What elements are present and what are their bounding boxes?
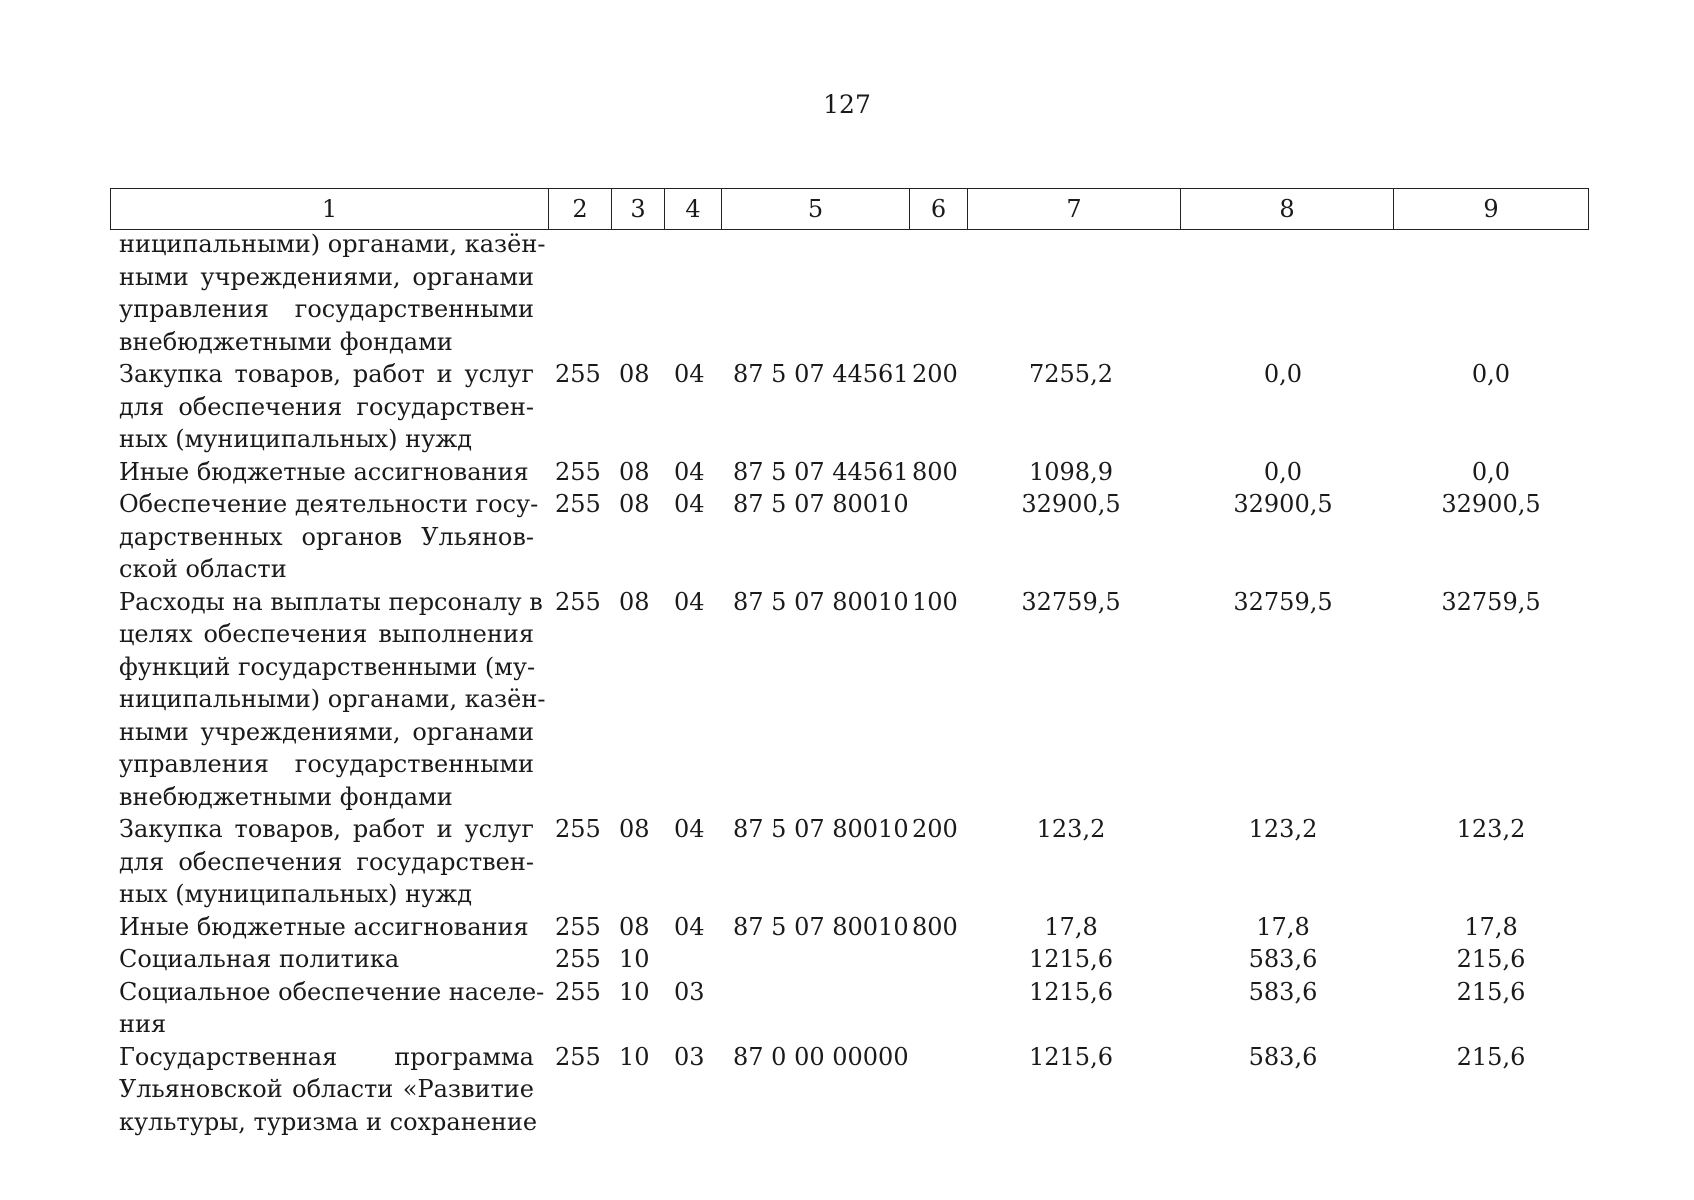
- cell-c2: 255: [555, 815, 601, 843]
- cell-c6: 200: [912, 815, 958, 843]
- cell-c5: 87 5 07 80010: [733, 912, 909, 941]
- cell-c9: 32759,5: [1441, 587, 1541, 616]
- row-name-line: ных (муниципальных) нужд: [119, 880, 473, 908]
- cell-c6: 800: [912, 912, 958, 941]
- cell-c4: 03: [674, 1042, 705, 1071]
- cell-c2: 255: [555, 1042, 601, 1071]
- page-number: 127: [823, 90, 871, 119]
- row-name: [119, 943, 534, 976]
- column-number: 5: [722, 189, 910, 230]
- cell-c5: 87 5 07 80010: [733, 490, 909, 518]
- cell-c9: 32900,5: [1441, 490, 1541, 518]
- cell-c9: 215,6: [1456, 945, 1526, 973]
- cell-c8: 32900,5: [1233, 490, 1333, 518]
- row-name: [119, 911, 534, 944]
- cell-c5: 87 5 07 44561: [733, 457, 909, 486]
- cell-c7: 17,8: [1044, 912, 1098, 941]
- row-name-line: внебюджетными фондами: [119, 327, 453, 356]
- cell-c3: 10: [619, 1042, 650, 1071]
- cell-c4: 04: [674, 490, 705, 518]
- cell-c3: 08: [619, 912, 650, 941]
- cell-c8: 583,6: [1248, 1042, 1318, 1071]
- row-name-line: для обеспечения государствен-: [119, 392, 534, 421]
- column-number: 3: [612, 189, 665, 230]
- cell-c7: 32900,5: [1021, 490, 1121, 518]
- cell-c7: 1098,9: [1029, 457, 1113, 486]
- cell-c8: 0,0: [1263, 457, 1303, 486]
- cell-c6: 200: [912, 360, 958, 388]
- cell-c7: 1215,6: [1029, 945, 1113, 973]
- row-name-line: Социальное обеспечение населе-: [119, 977, 545, 1006]
- cell-c2: 255: [555, 945, 601, 973]
- cell-c8: 583,6: [1248, 945, 1318, 973]
- cell-c5: 87 0 00 00000: [733, 1042, 909, 1071]
- cell-c3: 08: [619, 815, 650, 843]
- row-name-line: дарственных органов Ульянов-: [119, 522, 534, 551]
- cell-c6: 800: [912, 457, 958, 486]
- cell-c9: 123,2: [1456, 815, 1526, 843]
- cell-c2: 255: [555, 912, 601, 941]
- row-name-line: управления государственными: [119, 295, 534, 323]
- column-number-header: [110, 188, 1589, 230]
- cell-c4: 04: [674, 587, 705, 616]
- row-name-line: Закупка товаров, работ и услуг: [119, 360, 534, 388]
- row-name-line: ниципальными) органами, казён-: [119, 230, 546, 258]
- cell-c4: 04: [674, 912, 705, 941]
- row-name-line: ниципальными) органами, казён-: [119, 685, 546, 713]
- cell-c3: 08: [619, 360, 650, 388]
- row-name: [119, 813, 534, 911]
- cell-c8: 583,6: [1248, 977, 1318, 1006]
- row-name: [119, 228, 546, 358]
- cell-c8: 0,0: [1263, 360, 1303, 388]
- cell-c8: 123,2: [1248, 815, 1318, 843]
- column-number: 1: [111, 189, 549, 230]
- cell-c2: 255: [555, 587, 601, 616]
- row-name: [119, 358, 534, 456]
- row-name: [119, 488, 539, 586]
- row-name-line: внебюджетными фондами: [119, 782, 453, 811]
- cell-c9: 215,6: [1456, 977, 1526, 1006]
- row-name-line: ния: [119, 1010, 167, 1038]
- column-number: 4: [665, 189, 722, 230]
- row-name-line: Закупка товаров, работ и услуг: [119, 815, 534, 843]
- row-name-line: ными учреждениями, органами: [119, 262, 534, 291]
- row-name: [119, 456, 534, 489]
- cell-c5: 87 5 07 80010: [733, 815, 909, 843]
- cell-c4: 03: [674, 977, 705, 1006]
- row-name-line: ными учреждениями, органами: [119, 717, 534, 746]
- cell-c8: 17,8: [1256, 912, 1310, 941]
- row-name-line: ской области: [119, 555, 287, 583]
- row-name-line: Расходы на выплаты персоналу в: [119, 587, 543, 616]
- row-name-line: Социальная политика: [119, 945, 400, 973]
- cell-c7: 123,2: [1036, 815, 1106, 843]
- cell-c4: 04: [674, 457, 705, 486]
- row-name-line: для обеспечения государствен-: [119, 847, 534, 876]
- row-name: [119, 586, 546, 814]
- column-number: 2: [549, 189, 612, 230]
- cell-c3: 08: [619, 457, 650, 486]
- row-name-line: управления государственными: [119, 750, 534, 778]
- row-name: [119, 1041, 538, 1139]
- column-number: 6: [910, 189, 968, 230]
- cell-c3: 10: [619, 945, 650, 973]
- cell-c7: 1215,6: [1029, 1042, 1113, 1071]
- column-number: 8: [1181, 189, 1394, 230]
- cell-c9: 0,0: [1471, 457, 1511, 486]
- cell-c9: 17,8: [1464, 912, 1518, 941]
- column-number: 9: [1394, 189, 1589, 230]
- row-name: [119, 976, 545, 1041]
- row-name-line: целях обеспечения выполнения: [119, 620, 534, 648]
- row-name-line: культуры, туризма и сохранение: [119, 1107, 538, 1136]
- row-name-line: Иные бюджетные ассигнования: [119, 457, 529, 486]
- row-name-line: ных (муниципальных) нужд: [119, 425, 473, 453]
- row-name-line: функций государственными (му-: [119, 652, 536, 681]
- cell-c8: 32759,5: [1233, 587, 1333, 616]
- cell-c5: 87 5 07 80010: [733, 587, 909, 616]
- cell-c2: 255: [555, 977, 601, 1006]
- row-name-line: Государственная программа: [119, 1042, 534, 1071]
- cell-c4: 04: [674, 360, 705, 388]
- cell-c9: 215,6: [1456, 1042, 1526, 1071]
- cell-c3: 08: [619, 587, 650, 616]
- row-name-line: Ульяновской области «Развитие: [119, 1075, 534, 1103]
- cell-c7: 32759,5: [1021, 587, 1121, 616]
- cell-c9: 0,0: [1471, 360, 1511, 388]
- cell-c5: 87 5 07 44561: [733, 360, 909, 388]
- row-name-line: Иные бюджетные ассигнования: [119, 912, 529, 941]
- cell-c4: 04: [674, 815, 705, 843]
- cell-c2: 255: [555, 457, 601, 486]
- cell-c6: 100: [912, 587, 958, 616]
- cell-c3: 10: [619, 977, 650, 1006]
- column-number: 7: [968, 189, 1181, 230]
- row-name-line: Обеспечение деятельности госу-: [119, 490, 539, 518]
- cell-c2: 255: [555, 490, 601, 518]
- cell-c7: 1215,6: [1029, 977, 1113, 1006]
- cell-c7: 7255,2: [1029, 360, 1113, 388]
- cell-c3: 08: [619, 490, 650, 518]
- cell-c2: 255: [555, 360, 601, 388]
